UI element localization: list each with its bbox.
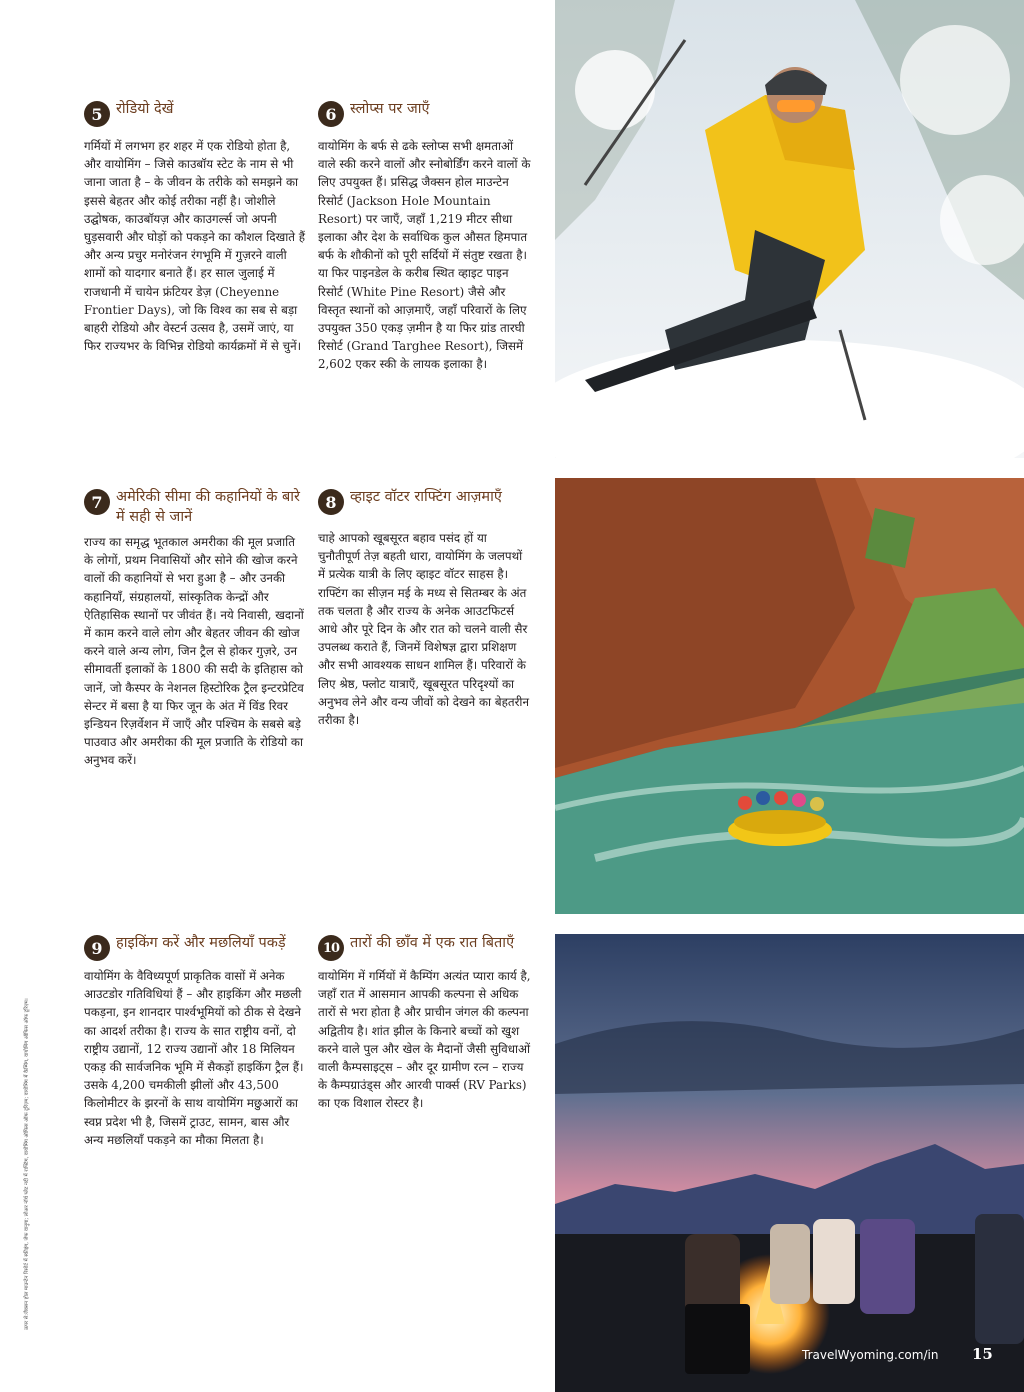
footer-url[interactable]: TravelWyoming.com/in — [802, 1348, 939, 1362]
campfire-photo — [555, 934, 1024, 1392]
page-number: 15 — [972, 1345, 993, 1363]
section-title: तारों की छाँव में एक रात बिताएँ — [350, 935, 515, 951]
section-heading — [318, 487, 532, 515]
section-heading — [318, 933, 532, 961]
section-number-badge: 10 — [318, 935, 344, 961]
section-title: रोडियो देखें — [116, 101, 174, 117]
section-rafting — [318, 487, 532, 729]
section-rodeo — [84, 99, 306, 355]
section-camping — [318, 933, 532, 1113]
section-number-badge: 7 — [84, 489, 110, 515]
section-heading — [318, 99, 532, 127]
section-number-badge: 6 — [318, 101, 344, 127]
rafting-photo — [555, 478, 1024, 914]
section-body: वायोमिंग के वैविध्यपूर्ण प्राकृतिक वासों में अनेक आउटडोर गतिविधियां हैं – और हाइकिंग और मछली पकड़ना, इन शानदार पार्श्वभूमियों को ठीक से देखने का आदर्श तरीका है। राज्य के सात राष्ट्रीय वनों, दो राष्ट्रीय उद्यानों, 12 राज्य उद्यानों और 18 मिलियन एकड़ की सार्वजनिक भूमि में सैकड़ों हाइकिंग ट्रैल हैं। उसके 4,200 चमकीली झीलों और 43,500 किलोमीटर के झरनों के साथ वायोमिंग मछुआरों का स्वप्न प्रदेश भी है, जिसमें ट्राउट, सामन, बास और अन्य मछलियाँ पकड़ने का मौका मिलता है। — [84, 969, 304, 1147]
skiing-photo — [555, 0, 1024, 458]
section-number-badge: 8 — [318, 489, 344, 515]
section-hiking-fishing — [84, 933, 306, 1149]
section-slopes — [318, 99, 532, 374]
section-frontier-stories — [84, 487, 306, 770]
photo-credit: ऊपर से:जैक्सन होल माउन्टेन रिसोर्ट में स्कीइंग, जेफ वानुगा; लोअर नॉर्थ प्लेट नदी में राफ्टिंग, वायोमिंग ऑफिस ऑफ टूरिज़्म; वायोमिंग में कैम्पिंग, वायोमिंग ऑफिस ऑफ टूरिज़्म। — [24, 998, 30, 1330]
section-number-badge: 9 — [84, 935, 110, 961]
section-number-badge: 5 — [84, 101, 110, 127]
section-body: वायोमिंग के बर्फ से ढके स्लोप्स सभी क्षमताओं वाले स्की करने वालों और स्नोबोर्डिंग करने वालों के लिए उपयुक्त हैं। प्रसिद्ध जैक्सन होल माउन्टेन रिसोर्ट (Jackson Hole Mountain Resort) पर जाएँ, जहाँ 1,219 मीटर सीधा इलाका और देश के सर्वाधिक कुल औसत हिमपात बर्फ के शौकीनों को पूरी सर्दियों में संतुष्ट रखता है। या फिर पाइनडेल के करीब स्थित व्हाइट पाइन रिसोर्ट (White Pine Resort) जैसे और विस्तृत स्थानों को आज़माएँ, जहाँ परिवारों के लिए उपयुक्त 350 एकड़ ज़मीन है या फिर ग्रांड तारघी रिसोर्ट (Grand Targhee Resort), जिसमें 2,602 एकर स्की के लायक इलाका है। — [318, 139, 531, 372]
section-body: चाहे आपको खूबसूरत बहाव पसंद हों या चुनौतीपूर्ण तेज़ बहती धारा, वायोमिंग के जलपथों में प्रत्येक यात्री के लिए व्हाइट वॉटर साहस है। राफ्टिंग का सीज़न मई के मध्य से सितम्बर के अंत तक चलता है और राज्य के अनेक आउटफिटर्स आधे और पूरे दिन के और रात को चलने वाली सैर उपलब्ध कराते हैं, जिनमें विशेषज्ञ द्वारा प्रशिक्षण और सभी आवश्यक साधन शामिल हैं। परिवारों के लिए श्रेष्ठ, फ्लोट यात्राएँ, खूबसूरत परिदृश्यों का अनुभव लेने और वन्य जीवों को देखने का बेहतरीन तरीका है। — [318, 531, 529, 728]
section-title: व्हाइट वॉटर राफ्टिंग आज़माएँ — [350, 489, 502, 505]
section-heading — [84, 99, 306, 127]
section-heading — [84, 933, 306, 961]
section-body: वायोमिंग में गर्मियों में कैम्पिंग अत्यंत प्यारा कार्य है, जहाँ रात में आसमान आपकी कल्पना से अधिक तारों से भरा होता है और प्राचीन जंगल की कल्पना अद्वितीय है। शांत झील के किनारे बच्चों को खुश करने वाले पुल और खेल के मैदानों जैसी सुविधाओं वाली कैम्पसाइट्स – और दूर ग्रामीण रत्न – राज्य के कैम्पग्राउंड्स और आरवी पार्क्स (RV Parks) का एक विशाल रोस्टर है। — [318, 969, 531, 1111]
section-title: हाइकिंग करें और मछलियाँ पकड़ें — [116, 935, 286, 951]
section-title: अमेरिकी सीमा की कहानियों के बारे में सही से जानें — [116, 489, 300, 525]
section-title: स्लोप्स पर जाएँ — [350, 101, 430, 117]
section-body: गर्मियों में लगभग हर शहर में एक रोडियो होता है, और वायोमिंग – जिसे काउबॉय स्टेट के नाम से भी जाना जाता है – के जीवन के तरीके को समझने का इससे बेहतर और कोई तरीका नहीं है। जोशीले उद्घोषक, काउबॉयज़ और काउगर्ल्स जो अपनी घुड़सवारी और घोड़ों को पकड़ने का कौशल दिखाते हैं और अन्य प्रचुर मनोरंजन रंगभूमि में गुज़रने वाली शामों को यादगार बनाते हैं। हर साल जुलाई में राजधानी में चायेन फ्रंटियर डेज़ (Cheyenne Frontier Days), जो कि विश्व का सब से बड़ा बाहरी रोडियो और वेस्टर्न उत्सव है, उसमें जाएं, या फिर राज्यभर के विभिन्न रोडियो कार्यक्रमों में से चुनें। — [84, 139, 306, 354]
section-body: राज्य का समृद्ध भूतकाल अमरीका की मूल प्रजाति के लोगों, प्रथम निवासियों और सोने की खोज करने वालों की कहानियों से भरा हुआ है – और उनकी कहानियाँ, संग्रहालयों, सांस्कृतिक केन्द्रों और ऐतिहासिक स्थानों पर जीवंत हैं। नये निवासी, खदानों में काम करने वाले लोग और बेहतर जीवन की खोज करने वाले अन्य लोग, जिन ट्रैल से होकर गुज़रे, उन सीमावर्ती इलाकों के 1800 की सदी के इतिहास को जानें, जो कैस्पर के नेशनल हिस्टोरिक ट्रैल इन्टरप्रेटिव सेन्टर में बसा है या फिर जून के अंत में विंड रिवर इन्डियन रिज़र्वेशन में जाएँ और पश्चिम के सबसे बड़े पाउवाउ और अमरीका की मूल प्रजाति के रोडियो का अनुभव करें। — [84, 535, 304, 768]
section-heading — [84, 487, 306, 527]
